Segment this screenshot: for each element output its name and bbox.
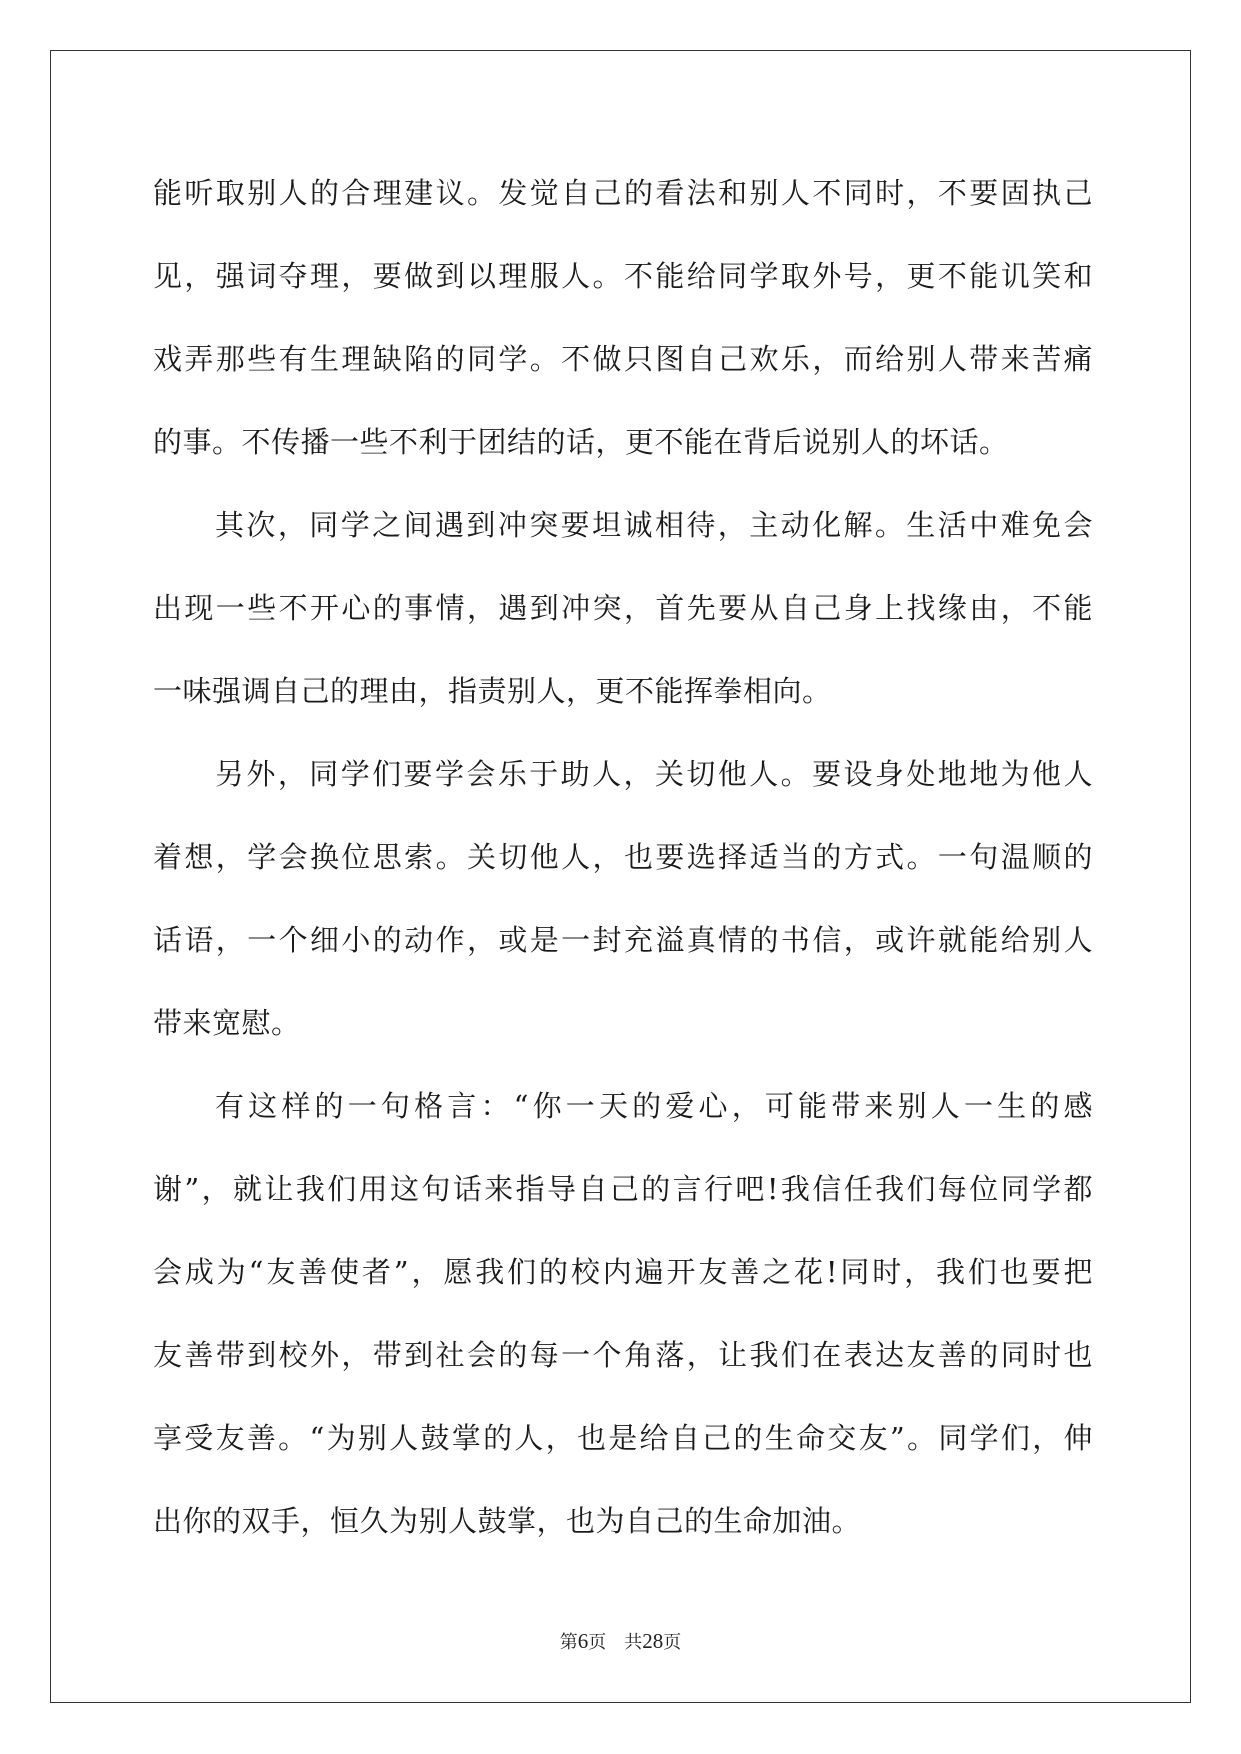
text-line: 另外，同学们要学会乐于助人，关切他人。要设身处地地为他人 bbox=[215, 757, 1093, 791]
footer-mid: 页 共 bbox=[588, 1632, 643, 1653]
text-line: 话语，一个细小的动作，或是一封充溢真情的书信，或许就能给别人 bbox=[153, 923, 1093, 957]
document-body bbox=[153, 152, 1093, 1563]
text-line: 友善带到校外，带到社会的每一个角落，让我们在表达友善的同时也 bbox=[153, 1338, 1093, 1372]
text-line: 带来宽慰。 bbox=[153, 1006, 301, 1040]
text-line: 出现一些不开心的事情，遇到冲突，首先要从自己身上找缘由，不能 bbox=[153, 591, 1093, 625]
text-line: 谢”，就让我们用这句话来指导自己的言行吧!我信任我们每位同学都 bbox=[153, 1172, 1093, 1206]
page-footer bbox=[0, 1628, 1241, 1654]
total-page-number: 28 bbox=[642, 1629, 664, 1653]
current-page-number: 6 bbox=[577, 1629, 589, 1653]
paragraph bbox=[153, 152, 1093, 484]
footer-prefix: 第 bbox=[559, 1632, 578, 1653]
text-line: 其次，同学之间遇到冲突要坦诚相待，主动化解。生活中难免会 bbox=[215, 508, 1093, 542]
text-line: 能听取别人的合理建议。发觉自己的看法和别人不同时，不要固执己 bbox=[153, 176, 1093, 210]
paragraph bbox=[153, 733, 1093, 1065]
text-line: 戏弄那些有生理缺陷的同学。不做只图自己欢乐，而给别人带来苦痛 bbox=[153, 342, 1093, 376]
text-line: 出你的双手，恒久为别人鼓掌，也为自己的生命加油。 bbox=[153, 1504, 862, 1538]
text-line: 的事。不传播一些不利于团结的话，更不能在背后说别人的坏话。 bbox=[153, 425, 1009, 459]
text-line: 享受友善。“为别人鼓掌的人，也是给自己的生命交友”。同学们，伸 bbox=[153, 1421, 1093, 1455]
text-line: 会成为“友善使者”，愿我们的校内遍开友善之花!同时，我们也要把 bbox=[153, 1255, 1093, 1289]
text-line: 着想，学会换位思索。关切他人，也要选择适当的方式。一句温顺的 bbox=[153, 840, 1093, 874]
paragraph bbox=[153, 1065, 1093, 1563]
footer-suffix: 页 bbox=[663, 1632, 682, 1653]
paragraph bbox=[153, 484, 1093, 733]
text-line: 一味强调自己的理由，指责别人，更不能挥拳相向。 bbox=[153, 674, 832, 708]
text-line: 见，强词夺理，要做到以理服人。不能给同学取外号，更不能讥笑和 bbox=[153, 259, 1093, 293]
text-line: 有这样的一句格言：“你一天的爱心，可能带来别人一生的感 bbox=[215, 1089, 1093, 1123]
